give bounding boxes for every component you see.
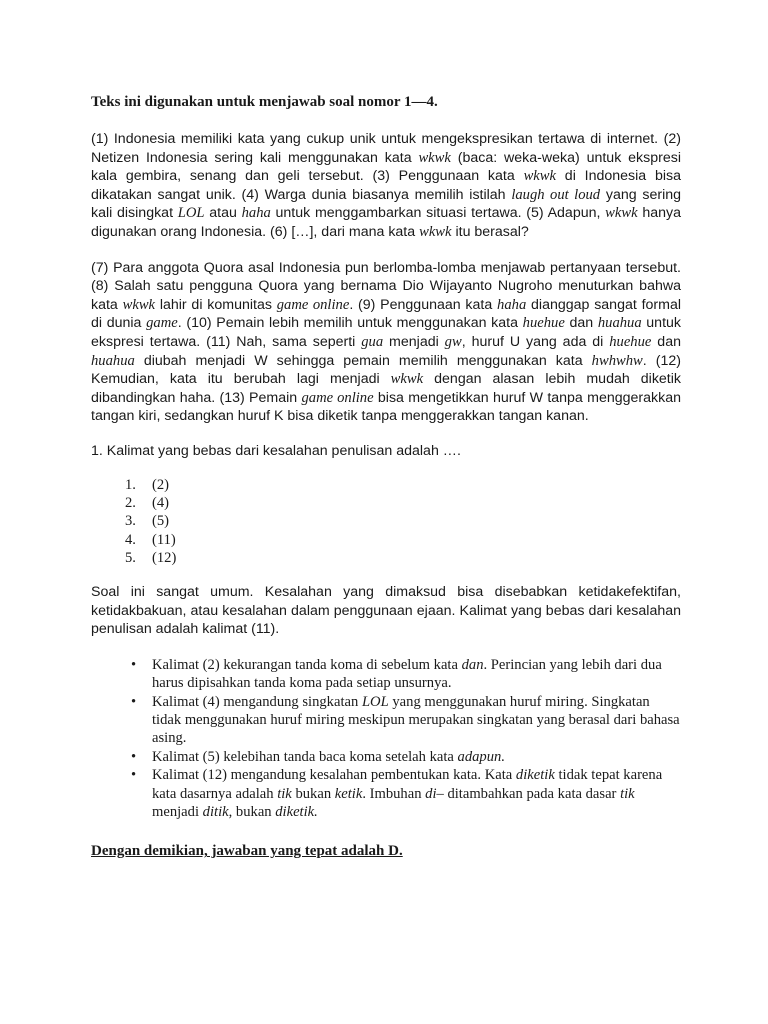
option-text: (2) — [152, 476, 170, 493]
sentence: dianggap sangat formal di dunia — [91, 296, 681, 332]
option-text: (4) — [152, 495, 170, 512]
reading-paragraph-1 — [91, 130, 681, 242]
sentence: . (10) Pemain lebih memilih untuk menggunakan kata — [177, 315, 523, 332]
italic-term: diketik. — [275, 803, 318, 820]
italic-term: huahua — [597, 315, 642, 332]
italic-term: ditik — [202, 803, 229, 820]
sentence: atau — [204, 205, 242, 222]
option-number: 3. — [125, 513, 136, 530]
bullet-text: , bukan — [228, 803, 276, 820]
bullet-text: . Perincian yang lebih dari dua harus dipisahkan tanda koma pada setiap unsurnya. — [152, 656, 662, 692]
bullet-text: ditambahkan pada kata dasar — [443, 785, 621, 802]
option-number: 2. — [125, 495, 136, 512]
bullet-text: tidak tepat karena kata dasarnya adalah — [152, 767, 663, 802]
italic-term: tik — [620, 785, 635, 802]
italic-term: wkwk — [122, 296, 156, 313]
reading-paragraph-2 — [91, 259, 681, 426]
italic-term: laugh out loud — [511, 186, 601, 203]
italic-term: haha — [241, 205, 271, 222]
bullet-icon: • — [131, 693, 137, 710]
italic-term: tik — [277, 785, 292, 802]
sentence: dengan alasan lebih mudah diketik dibandingkan haha. (13) Pemain — [91, 371, 681, 406]
bullet-text: Kalimat (5) kelebihan tanda baca koma setelah kata — [152, 748, 458, 765]
answer-options — [125, 476, 681, 567]
italic-term: wkwk — [390, 371, 424, 388]
sentence: diubah menjadi W sehingga pemain memilih menggunakan kata — [134, 352, 592, 369]
sentence: lahir di komunitas — [155, 296, 277, 313]
option-text: (11) — [152, 531, 176, 548]
italic-term: game online — [301, 389, 374, 406]
italic-term: wkwk — [523, 168, 556, 185]
bullet-item — [131, 748, 681, 766]
italic-term: hwhwhw — [591, 352, 643, 369]
bullet-item — [131, 766, 681, 821]
option-text: (5) — [152, 513, 170, 530]
explanation-paragraph: Soal ini sangat umum. Kesalahan yang dimaksud bisa disebabkan ketidakefektifan, ketidakbakuan, atau kesalahan dalam penggunaan ejaan. Kalimat yang bebas dari kesalahan penulisan adalah kalimat (11). — [91, 583, 681, 638]
sentence: untuk ekspresi tertawa. (11) Nah, sama seperti — [91, 315, 682, 350]
sentence: yang sering kali disingkat — [91, 186, 682, 222]
bullet-item — [131, 656, 681, 693]
italic-term: LOL — [177, 205, 205, 222]
option-item — [125, 494, 681, 512]
italic-term: adapun. — [457, 748, 505, 765]
italic-term: game online — [276, 296, 350, 313]
sentence: menjadi — [383, 333, 445, 350]
document-page — [91, 94, 681, 860]
sentence: itu berasal? — [451, 223, 529, 240]
bullet-icon: • — [131, 767, 137, 784]
sentence: bisa mengetikkan huruf W tanpa menggerakkan tangan kiri, sedangkan huruf K bisa diketik tanpa menggerakkan tangan kanan. — [91, 389, 681, 425]
sentence: dan — [564, 315, 598, 332]
question-text: 1. Kalimat yang bebas dari kesalahan penulisan adalah …. — [91, 442, 461, 459]
italic-term: diketik — [515, 767, 555, 784]
italic-term: huahua — [91, 352, 135, 369]
sentence: (7) Para anggota Quora asal Indonesia pun berlomba-lomba menjawab pertanyaan tersebut. (8) Salah satu pengguna Quora yang bernama Dio Wijayanto Nugroho menuturkan bahwa kata — [91, 259, 681, 313]
italic-term: LOL — [361, 693, 389, 710]
bullet-text: Kalimat (4) mengandung singkatan — [152, 693, 362, 710]
sentence: (1) Indonesia memiliki kata yang cukup unik untuk mengekspresikan tertawa di internet. — [91, 131, 659, 147]
sentence: untuk menggambarkan situasi tertawa. (5) Adapun, — [270, 205, 606, 222]
italic-term: ketik — [334, 785, 363, 802]
italic-term: wkwk — [418, 149, 451, 166]
italic-term: gua — [361, 333, 384, 350]
page-heading: Teks ini digunakan untuk menjawab soal nomor 1—4. — [91, 94, 438, 110]
sentence: (2) Netizen Indonesia sering kali menggunakan kata — [91, 131, 682, 166]
answer-conclusion: Dengan demikian, jawaban yang tepat adalah D. — [91, 843, 403, 860]
bullet-text: bukan — [291, 785, 335, 802]
bullet-icon: • — [131, 748, 137, 765]
option-item — [125, 531, 681, 549]
bullet-text: menjadi — [152, 803, 203, 820]
italic-term: gw — [444, 333, 462, 350]
italic-term: huehue — [609, 333, 652, 350]
bullet-item — [131, 693, 681, 748]
bullet-text: Kalimat (12) mengandung kesalahan pembentukan kata. Kata — [152, 767, 516, 784]
option-item — [125, 549, 681, 567]
option-number: 1. — [125, 476, 136, 493]
sentence: di Indonesia bisa dikatakan sangat unik. (4) Warga dunia biasanya memilih istilah — [91, 168, 681, 203]
bullet-icon: • — [131, 656, 137, 673]
bullet-text: . Imbuhan — [362, 785, 426, 802]
sentence: (baca: weka-weka) untuk ekspresi kala gembira, senang dan geli tersebut. (3) Penggunaan kata — [91, 149, 681, 185]
sentence: hanya digunakan orang Indonesia. (6) […], dari mana kata — [91, 205, 681, 240]
explanation-bullets — [131, 656, 681, 822]
italic-term: di– — [425, 785, 444, 802]
sentence: dan — [651, 333, 681, 350]
sentence: . (9) Penggunaan kata — [349, 296, 498, 313]
italic-term: haha — [497, 296, 527, 313]
bullet-text: yang menggunakan huruf miring. Singkatan tidak menggunakan huruf miring meskipun merupakan singkatan yang berasal dari bahasa asing. — [152, 693, 680, 747]
option-number: 5. — [125, 549, 136, 566]
option-item — [125, 512, 681, 530]
sentence: . (12) Kemudian, kata itu berubah lagi menjadi — [91, 352, 681, 388]
italic-term: wkwk — [419, 223, 452, 240]
italic-term: game — [146, 315, 178, 332]
option-item — [125, 476, 681, 494]
bullet-text: Kalimat (2) kekurangan tanda koma di sebelum kata — [152, 656, 462, 673]
option-number: 4. — [125, 531, 136, 548]
italic-term: huehue — [522, 315, 565, 332]
italic-term: dan — [461, 656, 484, 673]
italic-term: wkwk — [605, 205, 638, 222]
sentence: , huruf U yang ada di — [461, 333, 610, 350]
option-text: (12) — [152, 549, 177, 566]
